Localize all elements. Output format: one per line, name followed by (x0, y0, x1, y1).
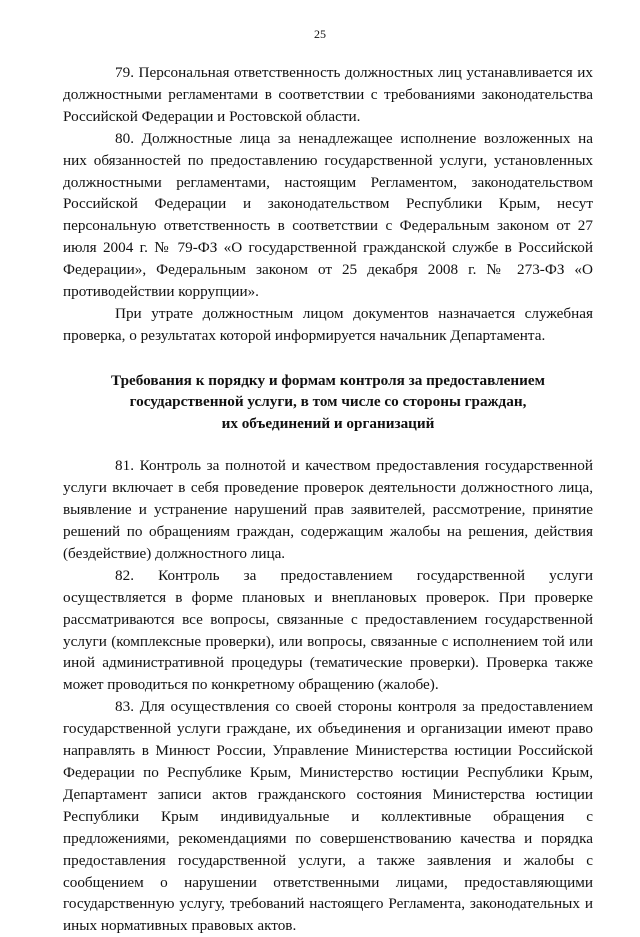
document-body (63, 62, 593, 937)
section-heading-line-1: Требования к порядку и формам контроля за предоставлением (111, 371, 545, 389)
section-heading-line-3: их объединений и организаций (221, 414, 435, 432)
paragraph-80: 80. Должностные лица за ненадлежащее исполнение возложенных на них обязанностей по предоставлению государственной услуги, установленных должностными регламентами, настоящим Регламентом, законодательством Российской Федерации и законодательством Республики Крым, несут персональную ответственность в соответствии с Федеральным законом от 27 июля 2004 г. № 79-ФЗ «О государственной гражданской службе в Российской Федерации», Федеральным законом от 25 декабря 2008 г. № 273-ФЗ «О противодействии коррупции». (63, 129, 593, 301)
paragraph-81: 81. Контроль за полнотой и качеством предоставления государственной услуги включает в себя проведение проверок деятельности должностного лица, выявление и устранение нарушений прав заявителей, рассмотрение, принятие решений по обращениям граждан, содержащим жалобы на решения, действия (бездействие) должностного лица. (63, 457, 593, 562)
paragraph-83: 83. Для осуществления со своей стороны контроля за предоставлением государственной услуги граждане, их объединения и организации имеют право направлять в Минюст России, Управление Министерства юстиции Российской Федерации по Республике Крым, Министерство юстиции Республики Крым, Департамент записи актов гражданского состояния Министерства юстиции Республики Крым индивидуальные и коллективные обращения с предложениями, рекомендациями по совершенствованию качества и порядка предоставления государственной услуги, а также заявления и жалобы с сообщением о нарушении ответственными лицами, предоставляющими государственную услугу, требований настоящего Регламента, законодательных и иных нормативных правовых актов. (63, 698, 593, 935)
paragraph-document-loss: При утрате должностным лицом документов назначается служебная проверка, о результатах которой информируется начальник Департамента. (63, 304, 593, 344)
paragraph-82: 82. Контроль за предоставлением государственной услуги осуществляется в форме плановых и внеплановых проверок. При проверке рассматриваются все вопросы, связанные с предоставлением государственной услуги (комплексные проверки), или вопросы, связанные с исполнением той или иной административной процедуры (тематические проверки). Проверка также может проводиться по конкретному обращению (жалобе). (63, 566, 593, 694)
section-heading-line-2: государственной услуги, в том числе со стороны граждан, (129, 393, 527, 411)
section-heading (63, 370, 593, 435)
paragraph-79: 79. Персональная ответственность должностных лиц устанавливается их должностными регламентами в соответствии с требованиями законодательства Российской Федерации и Ростовской области. (63, 64, 593, 125)
page-number: 25 (314, 27, 326, 41)
